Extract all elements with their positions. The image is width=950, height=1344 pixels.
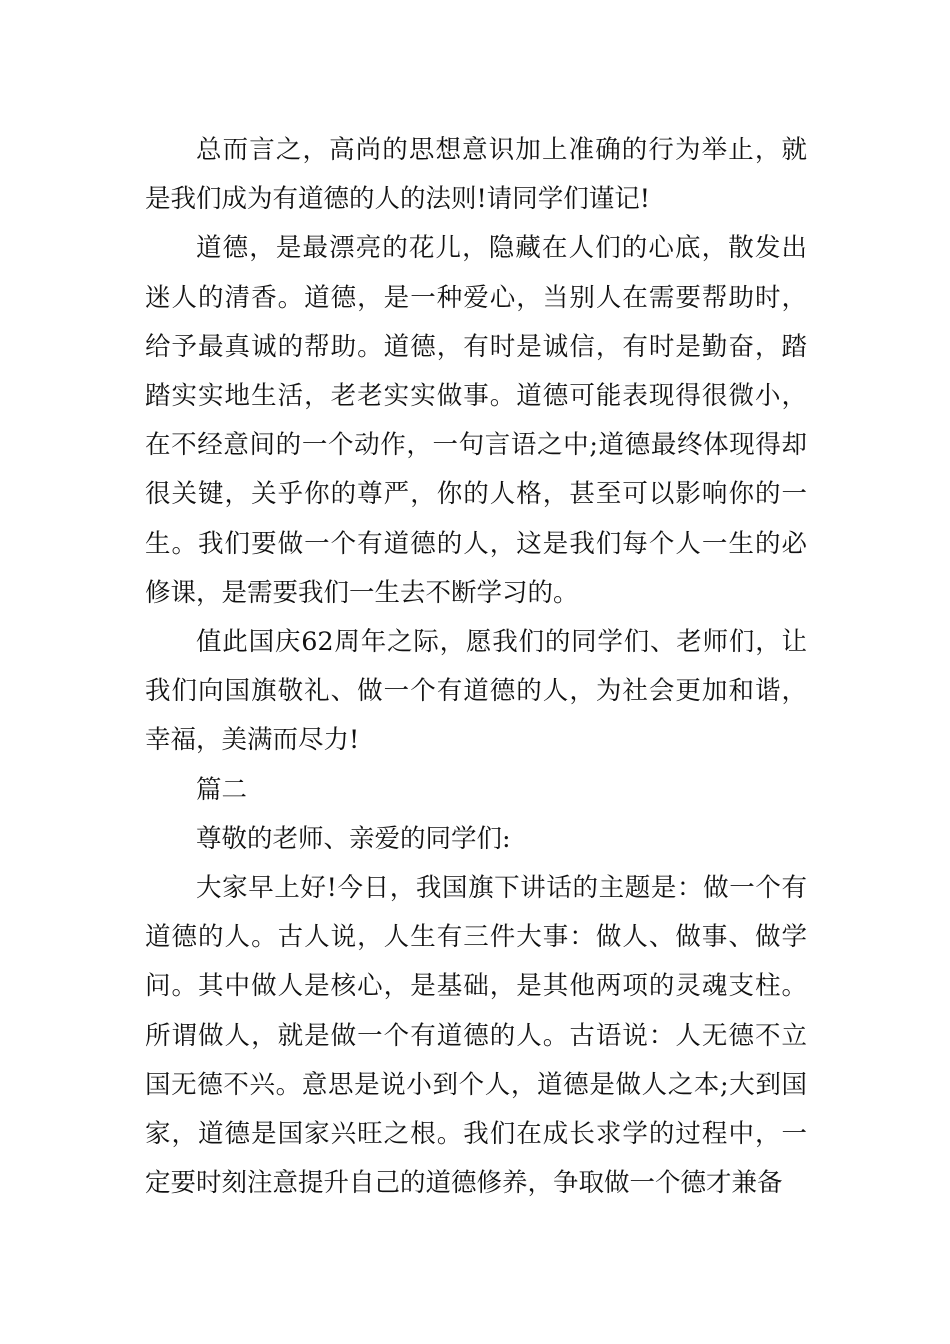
paragraph-national-day: 值此国庆62周年之际，愿我们的同学们、老师们，让我们向国旗敬礼、做一个有道德的人，为社会更加和谐，幸福，美满而尽力! [145, 627, 807, 756]
paragraph-conclusion: 总而言之，高尚的思想意识加上准确的行为举止，就是我们成为有道德的人的法则!请同学们谨记! [145, 135, 807, 215]
paragraph-salutation: 尊敬的老师、亲爱的同学们: [196, 823, 511, 854]
section-heading-part-two: 篇二 [196, 774, 248, 805]
document-body [145, 126, 807, 1208]
paragraph-speech-opening: 大家早上好!今日，我国旗下讲话的主题是：做一个有道德的人。古人说，人生有三件大事：做人、做事、做学问。其中做人是核心，是基础，是其他两项的灵魂支柱。所谓做人，就是做一个有道德的人。古语说：人无德不立国无德不兴。意思是说小到个人，道德是做人之本;大到国家，道德是国家兴旺之根。我们在成长求学的过程中，一定要时刻注意提升自己的道德修养，争取做一个德才兼备 [145, 873, 807, 1199]
paragraph-morality-flower: 道德，是最漂亮的花儿，隐藏在人们的心底，散发出迷人的清香。道德，是一种爱心，当别人在需要帮助时，给予最真诚的帮助。道德，有时是诚信，有时是勤奋，踏踏实实地生活，老老实实做事。道德可能表现得很微小，在不经意间的一个动作，一句言语之中;道德最终体现得却很关键，关乎你的尊严，你的人格，甚至可以影响你的一生。我们要做一个有道德的人，这是我们每个人一生的必修课，是需要我们一生去不断学习的。 [145, 233, 807, 608]
